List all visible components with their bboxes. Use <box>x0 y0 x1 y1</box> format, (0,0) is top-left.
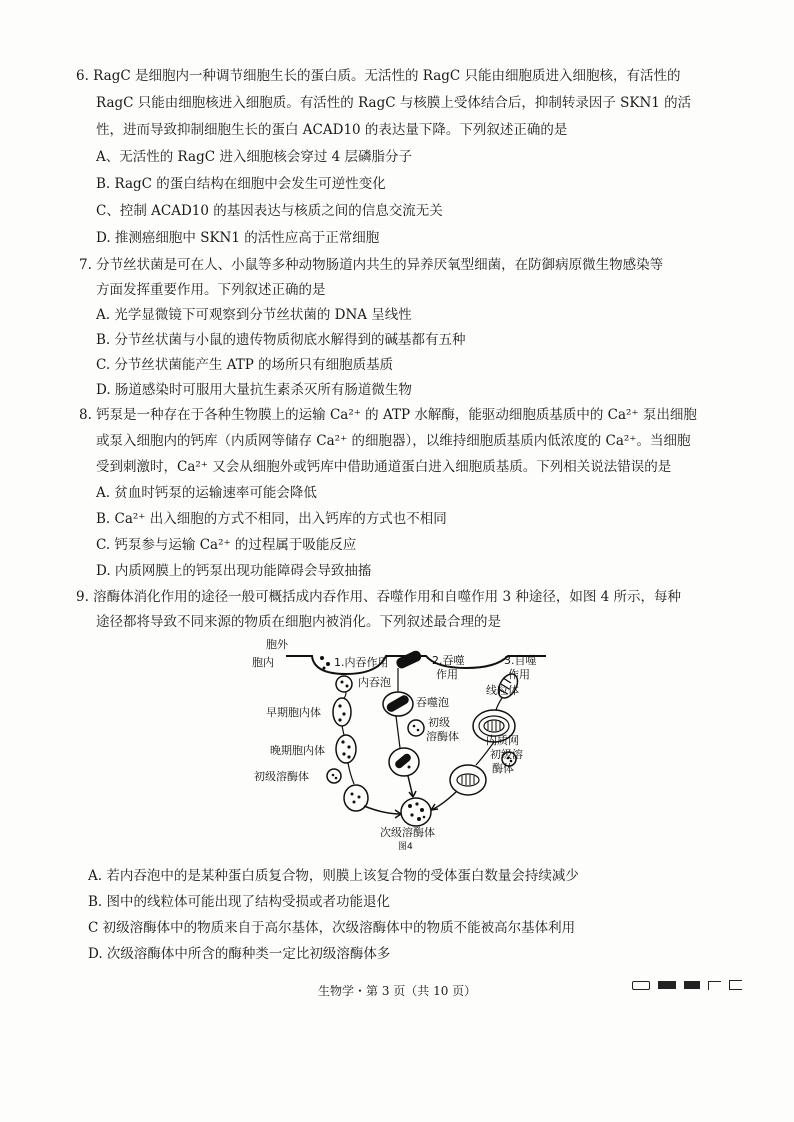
label-secondary-lysosome: 次级溶酶体 <box>380 826 435 839</box>
label-endocytic-vesicle: 内吞泡 <box>358 676 391 689</box>
primary-lysosome-mid <box>408 720 424 736</box>
q7-option-c: C. 分节丝状菌能产生 ATP 的场所只有细胞质基质 <box>96 357 394 373</box>
q7-option-b: B. 分节丝状菌与小鼠的遗传物质彻底水解得到的碱基都有五种 <box>96 332 466 348</box>
label-primary-lysosome-mid-2: 溶酶体 <box>426 730 459 743</box>
q9-option-d: D. 次级溶酶体中所含的酶种类一定比初级溶酶体多 <box>88 946 391 962</box>
q8-option-d: D. 内质网膜上的钙泵出现功能障碍会导致抽搐 <box>96 563 372 579</box>
label-endocytosis: 1.内吞作用 <box>334 656 389 669</box>
q7-option-d: D. 肠道感染时可服用大量抗生素杀灭所有肠道微生物 <box>96 382 412 398</box>
q7-option-a: A. 光学显微镜下可观察到分节丝状菌的 DNA 呈线性 <box>96 307 412 323</box>
q8-stem-line-1: 8. 钙泵是一种存在于各种生物膜上的运输 Ca²⁺ 的 ATP 水解酶，能驱动细胞质基质中的 Ca²⁺ 泵出细胞 <box>79 407 697 423</box>
q8-stem-line-3: 受到刺激时，Ca²⁺ 又会从细胞外或钙库中借助通道蛋白进入细胞质基质。下列相关说法错误的是 <box>96 459 672 475</box>
page-footer: 生物学・第 3 页（共 10 页） <box>318 984 477 998</box>
secondary-lysosome <box>401 798 431 826</box>
label-er: 内质网 <box>486 734 519 747</box>
q7-stem-line-2: 方面发挥重要作用。下列叙述正确的是 <box>96 282 326 298</box>
label-primary-lysosome-right-2: 酶体 <box>492 762 514 775</box>
label-late-endosome: 晚期胞内体 <box>270 744 325 757</box>
q8-option-c: C. 钙泵参与运输 Ca²⁺ 的过程属于吸能反应 <box>96 537 357 553</box>
primary-lysosome-left <box>327 769 341 783</box>
q6-option-b: B. RagC 的蛋白结构在细胞中会发生可逆性变化 <box>96 176 386 192</box>
q9-stem-line-2: 途径都将导致不同来源的物质在细胞内被消化。下列叙述最合理的是 <box>96 614 501 630</box>
early-endosome <box>333 698 351 726</box>
q6-option-c: C、控制 ACAD10 的基因表达与核质之间的信息交流无关 <box>96 203 443 219</box>
q6-stem-line-1: 6. RagC 是细胞内一种调节细胞生长的蛋白质。无活性的 RagC 只能由细胞质进入细胞核，有活性的 <box>76 68 681 84</box>
lysosome-pathway-figure <box>246 634 558 852</box>
label-outside: 胞外 <box>266 638 288 651</box>
q9-stem-line-1: 9. 溶酶体消化作用的途径一般可概括成内吞作用、吞噬作用和自噬作用 3 种途径，如图 4 所示，每种 <box>76 589 682 605</box>
q6-stem-line-2: RagC 只能由细胞核进入细胞质。有活性的 RagC 与核膜上受体结合后，抑制转录因子 SKN1 的活 <box>96 95 692 111</box>
label-inside: 胞内 <box>252 656 274 669</box>
q6-stem-line-3: 性，进而导致抑制细胞生长的蛋白 ACAD10 的表达量下降。下列叙述正确的是 <box>96 122 568 138</box>
label-early-endosome: 早期胞内体 <box>266 706 321 719</box>
late-endosome <box>336 735 356 763</box>
scan-marks <box>632 980 742 990</box>
label-autophagy-1: 3.自噬 <box>504 654 537 667</box>
label-primary-lysosome-right-1: 初级溶 <box>490 748 523 761</box>
q8-stem-line-2: 或泵入细胞内的钙库（内质网等储存 Ca²⁺ 的细胞器），以维持细胞质基质内低浓度的 Ca²⁺。当细胞 <box>96 433 691 449</box>
q9-option-b: B. 图中的线粒体可能出现了结构受损或者功能退化 <box>88 894 391 910</box>
label-phagocytosis-2: 作用 <box>436 668 458 681</box>
q8-option-b: B. Ca²⁺ 出入细胞的方式不相同，出入钙库的方式也不相同 <box>96 511 447 527</box>
q7-stem-line-1: 7. 分节丝状菌是可在人、小鼠等多种动物肠道内共生的异养厌氧型细菌，在防御病原微生物感染等 <box>79 257 664 273</box>
q8-option-a: A. 贫血时钙泵的运输速率可能会降低 <box>96 485 317 501</box>
q9-option-a: A. 若内吞泡中的是某种蛋白质复合物，则膜上该复合物的受体蛋白数量会持续减少 <box>88 868 579 884</box>
q6-option-a: A、无活性的 RagC 进入细胞核会穿过 4 层磷脂分子 <box>96 149 412 165</box>
label-mitochondrion: 线粒体 <box>486 684 519 697</box>
q6-option-d: D. 推测癌细胞中 SKN1 的活性应高于正常细胞 <box>96 230 380 246</box>
label-phagocytosis-1: 2.吞噬 <box>432 654 465 667</box>
label-primary-lysosome-mid-1: 初级 <box>428 716 450 729</box>
figure-caption: 图4 <box>398 842 413 852</box>
label-phagosome: 吞噬泡 <box>416 696 449 709</box>
q9-option-c: C 初级溶酶体中的物质来自于高尔基体，次级溶酶体中的物质不能被高尔基体利用 <box>88 920 576 936</box>
label-autophagy-2: 作用 <box>508 668 530 681</box>
endocytic-vesicle <box>336 676 352 692</box>
label-primary-lysosome-left: 初级溶酶体 <box>254 770 309 783</box>
